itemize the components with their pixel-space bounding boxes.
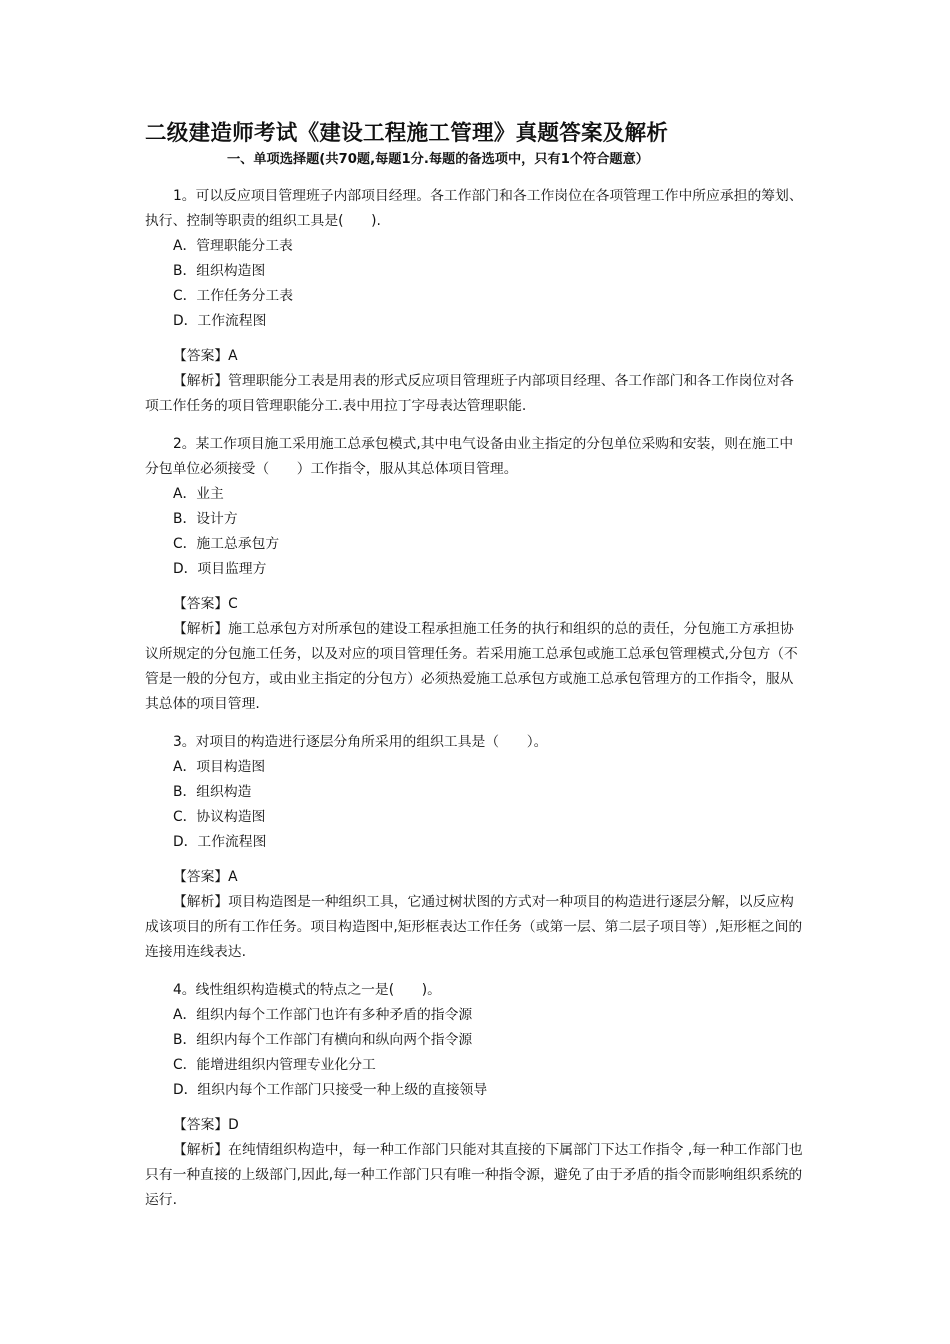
option-b: B．组织构造	[173, 784, 252, 800]
question-1	[145, 184, 807, 419]
question-stem: 4。线性组织构造模式的特点之一是( )。	[173, 982, 441, 998]
answer: 【答案】D	[173, 1117, 239, 1133]
answer: 【答案】C	[173, 596, 238, 612]
option-c: C．工作任务分工表	[173, 288, 294, 304]
explanation: 【解析】管理职能分工表是用表的形式反应项目管理班子内部项目经理、各工作部门和各工作岗位对各项工作任务的项目管理职能分工.表中用拉丁字母表达管理职能.	[145, 373, 794, 414]
option-b: B．组织内每个工作部门有横向和纵向两个指令源	[173, 1032, 473, 1048]
option-a: A．项目构造图	[173, 759, 266, 775]
option-a: A．管理职能分工表	[173, 238, 293, 254]
explanation: 【解析】施工总承包方对所承包的建设工程承担施工任务的执行和组织的总的责任，分包施工方承担协议所规定的分包施工任务，以及对应的项目管理任务。若采用施工总承包或施工总承包管理模式,分包方（不管是一般的分包方，或由业主指定的分包方）必须热爱施工总承包方或施工总承包管理方的工作指令，服从其总体的项目管理.	[145, 621, 798, 712]
option-b: B．设计方	[173, 511, 238, 527]
option-a: A．业主	[173, 486, 224, 502]
option-c: C．协议构造图	[173, 809, 266, 825]
option-d: D．工作流程图	[173, 313, 267, 329]
answer: 【答案】A	[173, 348, 238, 364]
option-d: D．组织内每个工作部门只接受一种上级的直接领导	[173, 1082, 488, 1098]
question-stem: 2。某工作项目施工采用施工总承包模式,其中电气设备由业主指定的分包单位采购和安装，则在施工中分包单位必须接受（ ）工作指令，服从其总体项目管理。	[145, 436, 794, 477]
option-d: D．工作流程图	[173, 834, 267, 850]
question-3	[145, 730, 807, 965]
option-c: C．施工总承包方	[173, 536, 280, 552]
option-a: A．组织内每个工作部门也许有多种矛盾的指令源	[173, 1007, 473, 1023]
option-d: D．项目监理方	[173, 561, 267, 577]
section-heading: 一、单项选择题(共70题,每题1分.每题的备选项中，只有1个符合题意）	[227, 152, 649, 167]
question-2	[145, 432, 807, 717]
page-title: 二级建造师考试《建设工程施工管理》真题答案及解析	[145, 121, 669, 146]
question-4	[145, 978, 807, 1213]
explanation: 【解析】在纯情组织构造中，每一种工作部门只能对其直接的下属部门下达工作指令 ,每一种工作部门也只有一种直接的上级部门,因此,每一种工作部门只有唯一种指令源，避免了由于矛盾的指令而影响组织系统的运行.	[145, 1142, 803, 1208]
option-b: B．组织构造图	[173, 263, 266, 279]
explanation: 【解析】项目构造图是一种组织工具，它通过树状图的方式对一种项目的构造进行逐层分解，以反应构成该项目的所有工作任务。项目构造图中,矩形框表达工作任务（或第一层、第二层子项目等）,矩形框之间的连接用连线表达.	[145, 894, 803, 960]
question-stem: 1。可以反应项目管理班子内部项目经理。各工作部门和各工作岗位在各项管理工作中所应承担的筹划、执行、控制等职责的组织工具是( ).	[145, 188, 803, 229]
option-c: C．能增进组织内管理专业化分工	[173, 1057, 376, 1073]
question-stem: 3。对项目的构造进行逐层分角所采用的组织工具是（ ）。	[173, 734, 548, 750]
document-page	[145, 118, 807, 1226]
answer: 【答案】A	[173, 869, 238, 885]
